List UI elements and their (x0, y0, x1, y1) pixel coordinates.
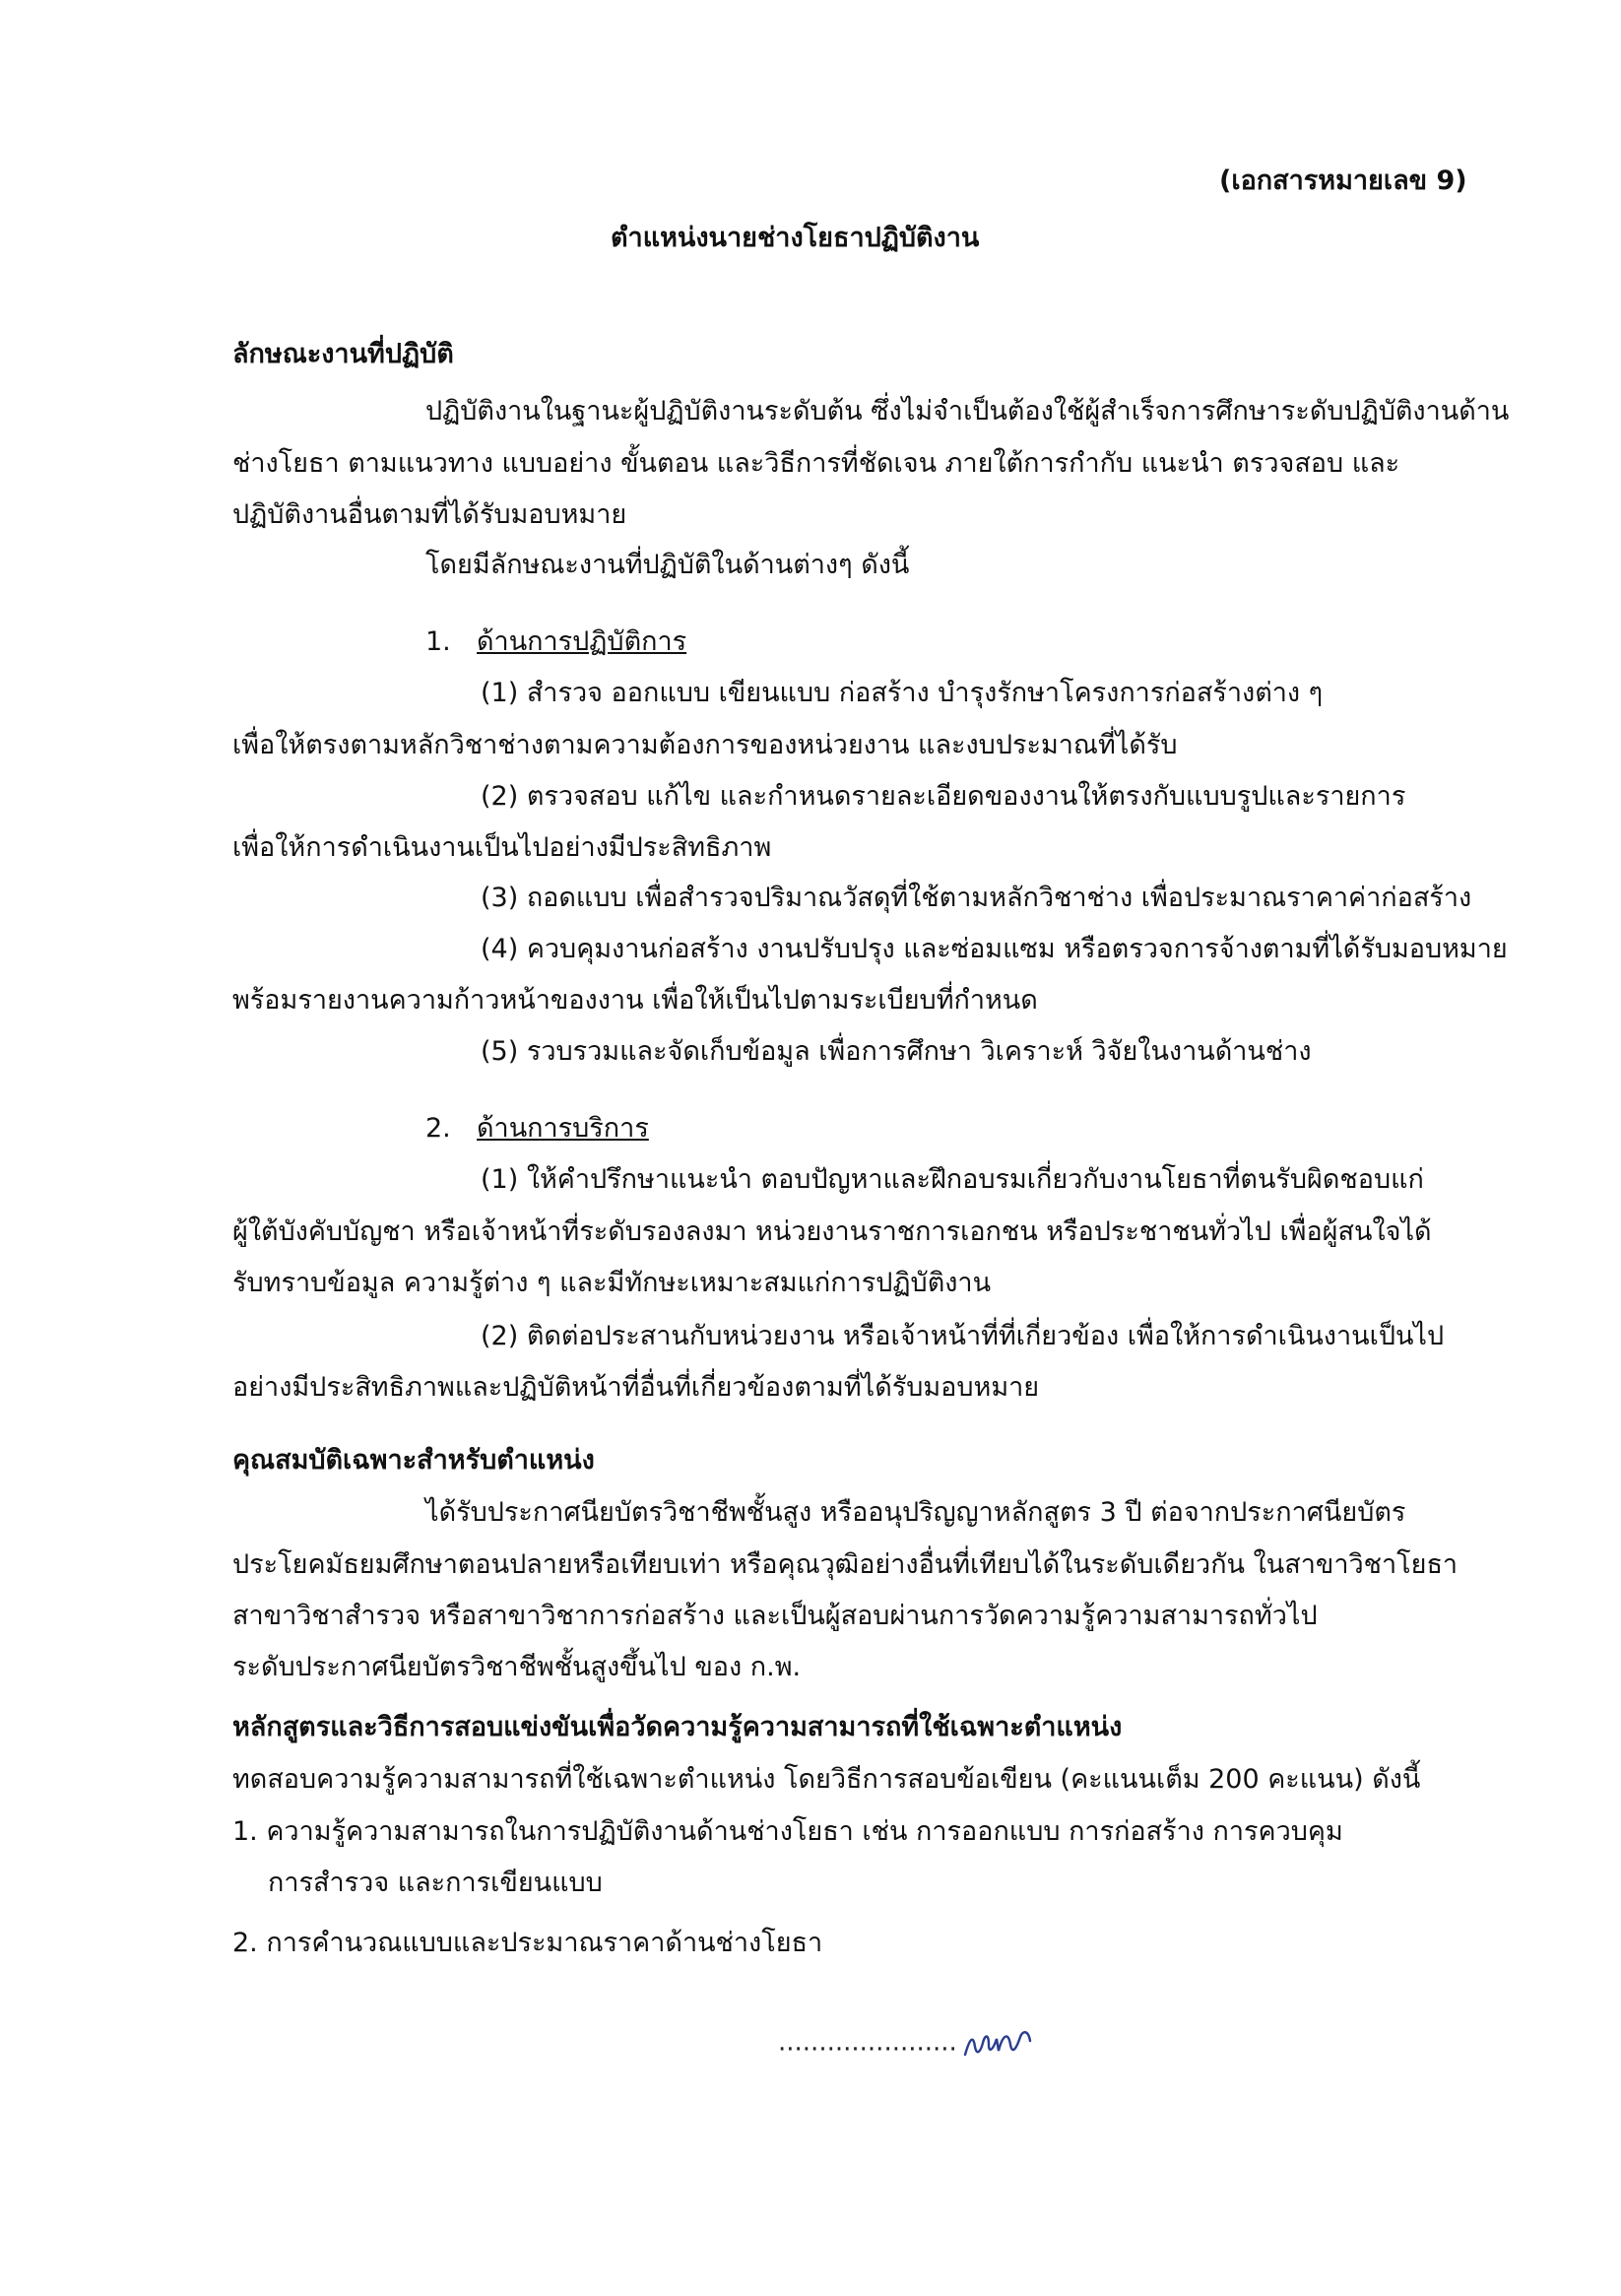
list-item-cont: พร้อมรายงานความก้าวหน้าของงาน เพื่อให้เป็นไปตามระเบียบที่กำหนด (232, 985, 1038, 1016)
list-item-cont: ผู้ใต้บังคับบัญชา หรือเจ้าหน้าที่ระดับรองลงมา หน่วยงานราชการเอกชน หรือประชาชนทั่วไป เพื่อผู้สนใจได้ (232, 1216, 1432, 1247)
paragraph-line: ได้รับประกาศนียบัตรวิชาชีพชั้นสูง หรืออนุปริญญาหลักสูตร 3 ปี ต่อจากประกาศนียบัตร (425, 1497, 1406, 1528)
exam-item: 2. การคำนวณแบบและประมาณราคาด้านช่างโยธา (232, 1928, 823, 1958)
subsection-title-operations: ด้านการปฏิบัติการ (477, 626, 687, 657)
paragraph-line: สาขาวิชาสำรวจ หรือสาขาวิชาการก่อสร้าง และเป็นผู้สอบผ่านการวัดความรู้ความสามารถทั่วไป (232, 1601, 1318, 1631)
list-item-cont: รับทราบข้อมูล ความรู้ต่าง ๆ และมีทักษะเหมาะสมแก่การปฏิบัติงาน (232, 1268, 992, 1298)
paragraph-line: ทดสอบความรู้ความสามารถที่ใช้เฉพาะตำแหน่ง โดยวิธีการสอบข้อเขียน (คะแนนเต็ม 200 คะแนน) ดังนี้ (232, 1764, 1421, 1795)
signature-line (778, 2021, 1038, 2065)
list-item: (2) ติดต่อประสานกับหน่วยงาน หรือเจ้าหน้าที่ที่เกี่ยวข้อง เพื่อให้การดำเนินงานเป็นไป (481, 1321, 1445, 1351)
signature-dots: ...................... (778, 2027, 957, 2058)
paragraph-line: ปฏิบัติงานอื่นตามที่ได้รับมอบหมาย (232, 499, 627, 530)
paragraph-line: ช่างโยธา ตามแนวทาง แบบอย่าง ขั้นตอน และวิธีการที่ชัดเจน ภายใต้การกำกับ แนะนำ ตรวจสอบ และ (232, 448, 1400, 479)
list-item: (3) ถอดแบบ เพื่อสำรวจปริมาณวัสดุที่ใช้ตามหลักวิชาช่าง เพื่อประมาณราคาค่าก่อสร้าง (481, 883, 1472, 913)
exam-item: 1. ความรู้ความสามารถในการปฏิบัติงานด้านช่างโยธา เช่น การออกแบบ การก่อสร้าง การควบคุม (232, 1816, 1343, 1847)
section-number: 2. (425, 1113, 451, 1144)
section-heading-exam: หลักสูตรและวิธีการสอบแข่งขันเพื่อวัดความรู้ความสามารถที่ใช้เฉพาะตำแหน่ง (232, 1712, 1123, 1742)
paragraph-line: ประโยคมัธยมศึกษาตอนปลายหรือเทียบเท่า หรือคุณวุฒิอย่างอื่นที่เทียบได้ในระดับเดียวกัน ในสาขาวิชาโยธา (232, 1549, 1459, 1580)
section-heading-job-nature: ลักษณะงานที่ปฏิบัติ (232, 339, 454, 369)
handwritten-initials-icon (959, 2021, 1038, 2065)
list-item: (4) ควบคุมงานก่อสร้าง งานปรับปรุง และซ่อมแซม หรือตรวจการจ้างตามที่ได้รับมอบหมาย (481, 934, 1508, 964)
paragraph-line: ระดับประกาศนียบัตรวิชาชีพชั้นสูงขึ้นไป ของ ก.พ. (232, 1652, 802, 1682)
list-item: (5) รวบรวมและจัดเก็บข้อมูล เพื่อการศึกษา วิเคราะห์ วิจัยในงานด้านช่าง (481, 1036, 1312, 1067)
section-heading-qualifications: คุณสมบัติเฉพาะสำหรับตำแหน่ง (232, 1445, 595, 1476)
list-item: (2) ตรวจสอบ แก้ไข และกำหนดรายละเอียดของงานให้ตรงกับแบบรูปและรายการ (481, 781, 1406, 812)
list-item-cont: เพื่อให้การดำเนินงานเป็นไปอย่างมีประสิทธิภาพ (232, 832, 772, 863)
paragraph-line: ปฏิบัติงานในฐานะผู้ปฏิบัติงานระดับต้น ซึ่งไม่จำเป็นต้องใช้ผู้สำเร็จการศึกษาระดับปฏิบัติงานด้าน (425, 396, 1510, 426)
list-item: (1) สำรวจ ออกแบบ เขียนแบบ ก่อสร้าง บำรุงรักษาโครงการก่อสร้างต่าง ๆ (481, 678, 1324, 708)
subsection-title-services: ด้านการบริการ (477, 1113, 649, 1144)
paragraph-line: โดยมีลักษณะงานที่ปฏิบัติในด้านต่างๆ ดังนี้ (425, 550, 910, 580)
list-item: (1) ให้คำปรึกษาแนะนำ ตอบปัญหาและฝึกอบรมเกี่ยวกับงานโยธาที่ตนรับผิดชอบแก่ (481, 1164, 1424, 1195)
exam-item-cont: การสำรวจ และการเขียนแบบ (268, 1868, 603, 1898)
list-item-cont: อย่างมีประสิทธิภาพและปฏิบัติหน้าที่อื่นที่เกี่ยวข้องตามที่ได้รับมอบหมาย (232, 1372, 1040, 1403)
page-title: ตำแหน่งนายช่างโยธาปฏิบัติงาน (611, 223, 980, 253)
list-item-cont: เพื่อให้ตรงตามหลักวิชาช่างตามความต้องการของหน่วยงาน และงบประมาณที่ได้รับ (232, 730, 1178, 760)
section-number: 1. (425, 626, 451, 657)
document-number: (เอกสารหมายเลข 9) (1219, 165, 1467, 196)
